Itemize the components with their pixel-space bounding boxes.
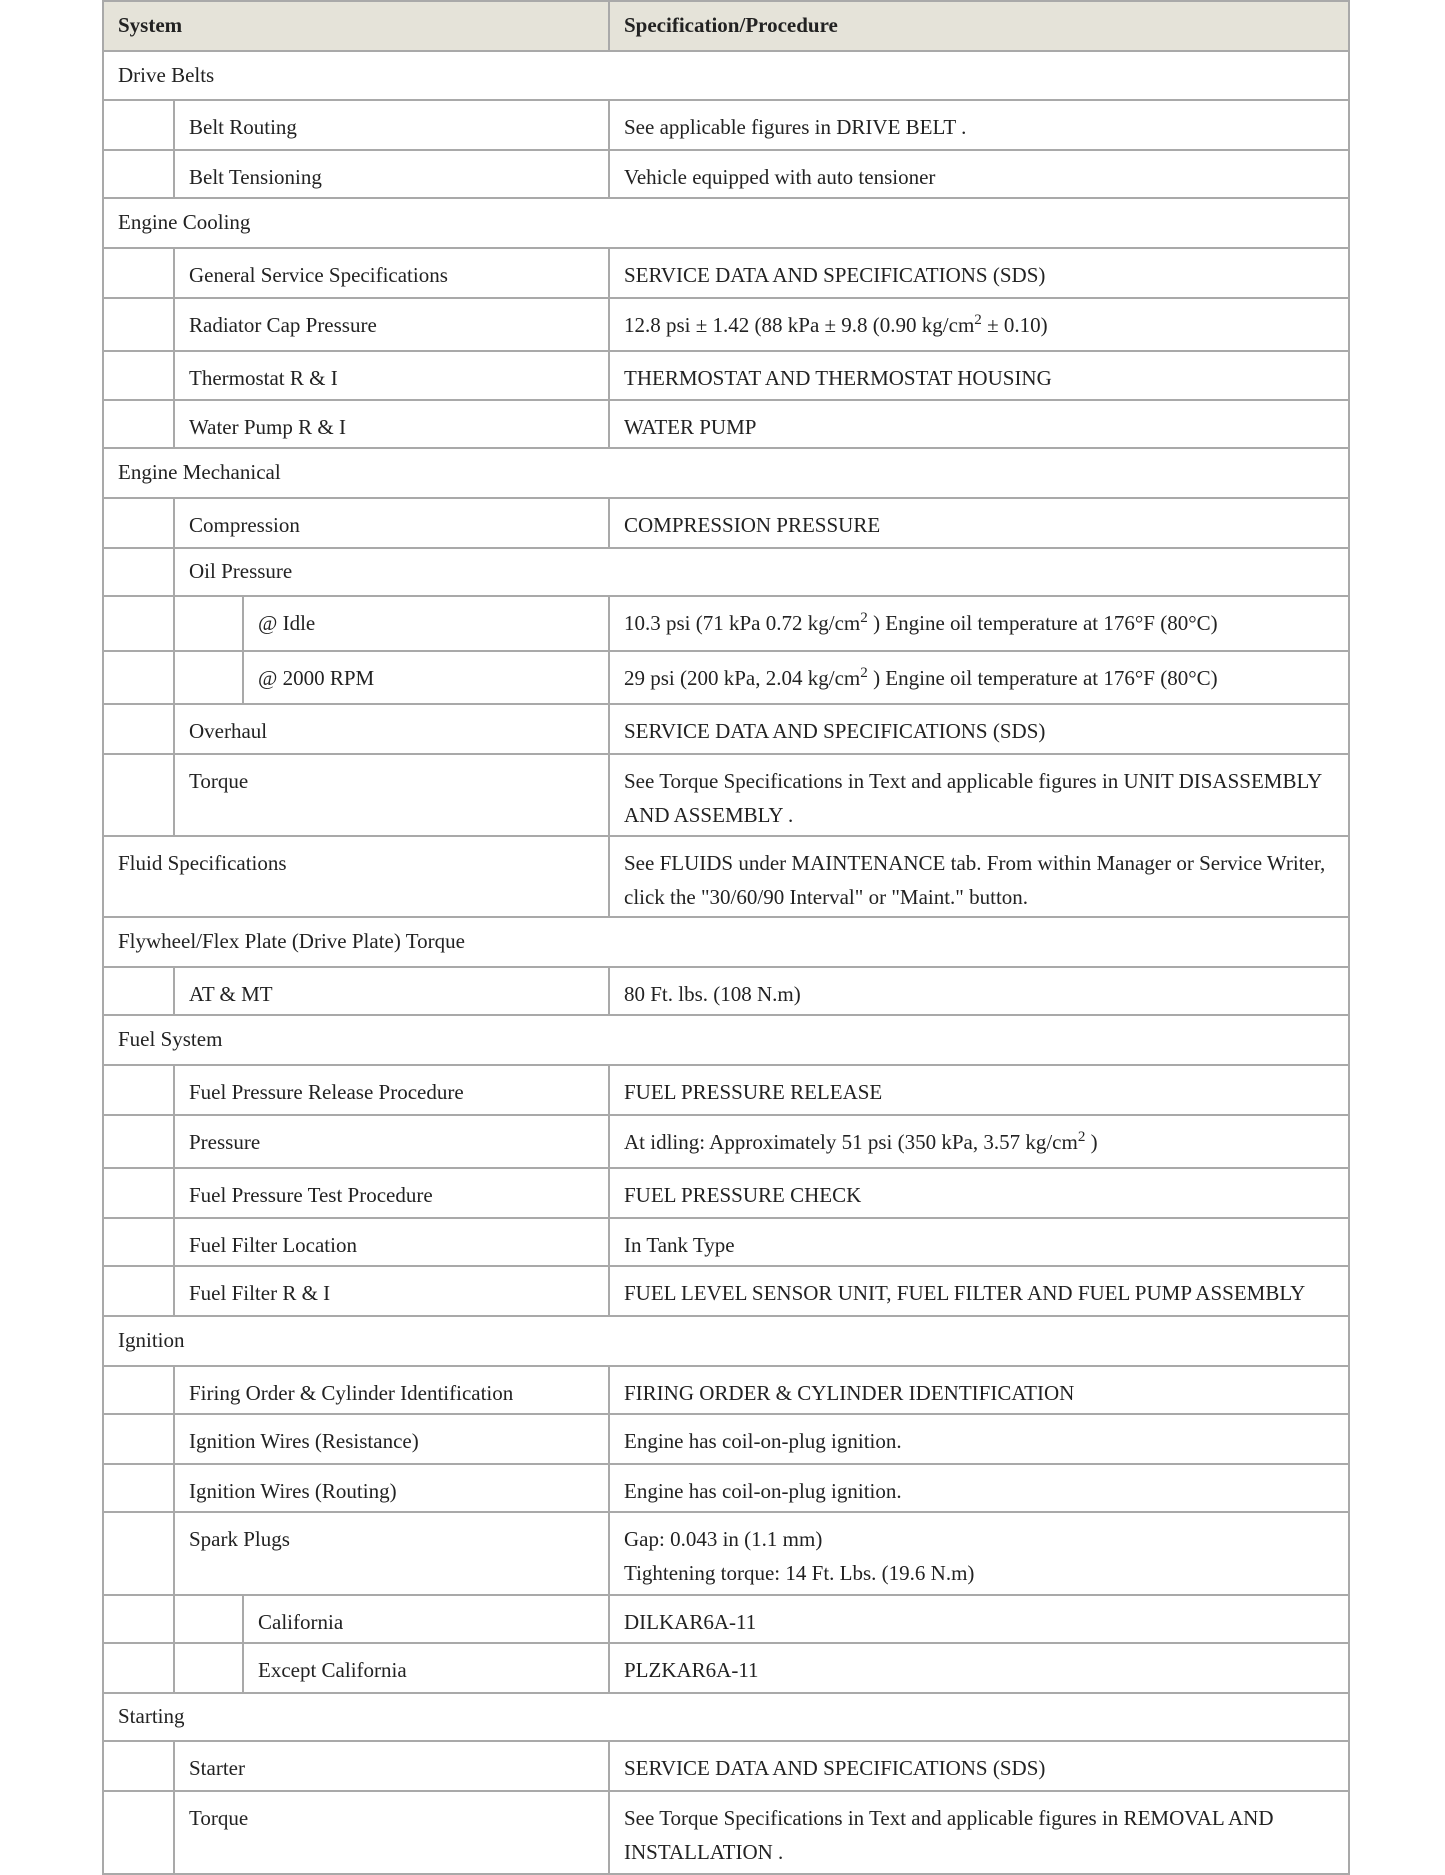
spec-value	[609, 967, 1349, 1015]
section-row	[103, 1693, 1349, 1741]
table-row	[103, 651, 1349, 704]
system-label: Overhaul	[174, 704, 609, 754]
table-row	[103, 498, 1349, 548]
system-label: Fuel Pressure Test Procedure	[174, 1168, 609, 1218]
section-label: Flywheel/Flex Plate (Drive Plate) Torque	[103, 917, 1349, 967]
spec-text-line: FIRING ORDER & CYLINDER IDENTIFICATION	[624, 1381, 1075, 1405]
spec-text-line: SERVICE DATA AND SPECIFICATIONS (SDS)	[624, 719, 1046, 743]
section-row	[103, 1316, 1349, 1366]
system-label: Fluid Specifications	[103, 836, 609, 917]
spec-text-line: Tightening torque: 14 Ft. Lbs. (19.6 N.m)	[624, 1560, 975, 1585]
system-label: Pressure	[174, 1115, 609, 1168]
table-row	[103, 836, 1349, 917]
table-row	[103, 351, 1349, 400]
table-row	[103, 704, 1349, 754]
indent-spacer	[174, 1595, 243, 1643]
spec-value	[609, 596, 1349, 651]
table-header-row	[103, 1, 1349, 51]
spec-text-line: DILKAR6A-11	[624, 1610, 757, 1634]
spec-text-line: PLZKAR6A-11	[624, 1658, 759, 1682]
table-row	[103, 1512, 1349, 1595]
spec-value	[609, 1414, 1349, 1464]
spec-value	[609, 1595, 1349, 1643]
indent-spacer	[103, 498, 174, 548]
system-label: Belt Routing	[174, 100, 609, 150]
spec-value	[609, 1512, 1349, 1595]
indent-spacer	[103, 100, 174, 150]
system-label: Fuel Filter R & I	[174, 1266, 609, 1316]
spec-text-line: COMPRESSION PRESSURE	[624, 513, 881, 537]
system-label: Torque	[174, 754, 609, 836]
section-label: Ignition	[103, 1316, 1349, 1366]
spec-text-line: 10.3 psi (71 kPa 0.72 $kg/cm^2$ ) Engine oil temperature at 176°F (80°C)	[624, 610, 1218, 635]
spec-value	[609, 1643, 1349, 1693]
indent-spacer	[103, 1595, 174, 1643]
table-row	[103, 754, 1349, 836]
table-row	[103, 1218, 1349, 1266]
indent-spacer	[103, 150, 174, 198]
system-label: AT & MT	[174, 967, 609, 1015]
table-row	[103, 1266, 1349, 1316]
spec-text-line: 29 psi (200 kPa, 2.04 $kg/cm^2$ ) Engine oil temperature at 176°F (80°C)	[624, 665, 1218, 690]
indent-spacer	[103, 967, 174, 1015]
table-row	[103, 1595, 1349, 1643]
spec-value	[609, 498, 1349, 548]
system-label: Ignition Wires (Resistance)	[174, 1414, 609, 1464]
spec-value	[609, 298, 1349, 351]
spec-text-line: Engine has coil-on-plug ignition.	[624, 1479, 902, 1503]
spec-text-line: Vehicle equipped with auto tensioner	[624, 165, 936, 189]
spec-text-line: At idling: Approximately 51 psi (350 kPa, 3.57 $kg/cm^2$ )	[624, 1129, 1098, 1154]
table-row	[103, 1643, 1349, 1693]
table-row	[103, 1464, 1349, 1512]
spec-text-line: SERVICE DATA AND SPECIFICATIONS (SDS)	[624, 263, 1046, 287]
spec-value	[609, 248, 1349, 298]
spec-text-line: 80 Ft. lbs. (108 N.m)	[624, 982, 801, 1006]
spec-value	[609, 704, 1349, 754]
indent-spacer	[103, 1065, 174, 1115]
section-label: Fuel System	[103, 1015, 1349, 1065]
indent-spacer	[103, 1266, 174, 1316]
table-row	[103, 100, 1349, 150]
indent-spacer	[103, 1414, 174, 1464]
system-label: General Service Specifications	[174, 248, 609, 298]
system-label: California	[243, 1595, 609, 1643]
system-label: Thermostat R & I	[174, 351, 609, 400]
system-label: Except California	[243, 1643, 609, 1693]
indent-spacer	[103, 651, 174, 704]
section-row	[103, 51, 1349, 100]
spec-text-line: Engine has coil-on-plug ignition.	[624, 1429, 902, 1453]
indent-spacer	[174, 1643, 243, 1693]
spec-value	[609, 836, 1349, 917]
table-row	[103, 1366, 1349, 1414]
indent-spacer	[103, 298, 174, 351]
spec-value	[609, 1266, 1349, 1316]
spec-value	[609, 1115, 1349, 1168]
table-row	[103, 967, 1349, 1015]
system-label: Compression	[174, 498, 609, 548]
section-label: Drive Belts	[103, 51, 1349, 100]
header-specification: Specification/Procedure	[609, 1, 1349, 51]
system-label: @ 2000 RPM	[243, 651, 609, 704]
indent-spacer	[103, 1464, 174, 1512]
table-row	[103, 400, 1349, 448]
subsection-row	[103, 548, 1349, 596]
table-row	[103, 1741, 1349, 1791]
table-row	[103, 1168, 1349, 1218]
indent-spacer	[103, 1168, 174, 1218]
spec-text-line: SERVICE DATA AND SPECIFICATIONS (SDS)	[624, 1756, 1046, 1780]
section-label: Starting	[103, 1693, 1349, 1741]
indent-spacer	[103, 351, 174, 400]
table-row	[103, 596, 1349, 651]
spec-value	[609, 400, 1349, 448]
section-row	[103, 198, 1349, 248]
spec-text-line: In Tank Type	[624, 1233, 735, 1257]
indent-spacer	[103, 1643, 174, 1693]
indent-spacer	[103, 596, 174, 651]
section-label: Engine Cooling	[103, 198, 1349, 248]
system-label: @ Idle	[243, 596, 609, 651]
system-label: Spark Plugs	[174, 1512, 609, 1595]
section-row	[103, 1015, 1349, 1065]
table-row	[103, 1414, 1349, 1464]
spec-text-line: 12.8 psi ± 1.42 (88 kPa ± 9.8 (0.90 $kg/cm^2 \pm 0.10$)	[624, 312, 1048, 337]
spec-text-line: FUEL PRESSURE RELEASE	[624, 1080, 883, 1104]
system-label: Radiator Cap Pressure	[174, 298, 609, 351]
indent-spacer	[103, 1512, 174, 1595]
system-label: Fuel Filter Location	[174, 1218, 609, 1266]
table-row	[103, 1065, 1349, 1115]
system-label: Water Pump R & I	[174, 400, 609, 448]
table-row	[103, 298, 1349, 351]
spec-text-line: WATER PUMP	[624, 415, 757, 439]
indent-spacer	[103, 1218, 174, 1266]
spec-value	[609, 1168, 1349, 1218]
spec-value	[609, 1366, 1349, 1414]
specification-table	[102, 0, 1350, 1875]
indent-spacer	[103, 248, 174, 298]
indent-spacer	[174, 651, 243, 704]
indent-spacer	[103, 1115, 174, 1168]
system-label: Ignition Wires (Routing)	[174, 1464, 609, 1512]
spec-text-line: See FLUIDS under MAINTENANCE tab. From within Manager or Service Writer, click the "30/60/90 Interval" or "Maint." button.	[624, 851, 1326, 909]
spec-value	[609, 651, 1349, 704]
spec-text-line: FUEL PRESSURE CHECK	[624, 1183, 862, 1207]
indent-spacer	[103, 754, 174, 836]
spec-value	[609, 1065, 1349, 1115]
system-label: Fuel Pressure Release Procedure	[174, 1065, 609, 1115]
spec-text-line: FUEL LEVEL SENSOR UNIT, FUEL FILTER AND FUEL PUMP ASSEMBLY	[624, 1281, 1306, 1305]
spec-text-line: See applicable figures in DRIVE BELT .	[624, 115, 967, 139]
spec-value	[609, 100, 1349, 150]
indent-spacer	[174, 596, 243, 651]
table-row	[103, 150, 1349, 198]
subsection-label: Oil Pressure	[174, 548, 1349, 596]
header-system: System	[103, 1, 609, 51]
spec-value	[609, 351, 1349, 400]
spec-value	[609, 150, 1349, 198]
indent-spacer	[103, 400, 174, 448]
indent-spacer	[103, 1791, 174, 1874]
spec-value	[609, 1464, 1349, 1512]
system-label: Starter	[174, 1741, 609, 1791]
spec-value	[609, 1791, 1349, 1874]
section-row	[103, 448, 1349, 498]
table-row	[103, 248, 1349, 298]
spec-text-line: See Torque Specifications in Text and applicable figures in REMOVAL AND INSTALLATION .	[624, 1806, 1274, 1864]
spec-value	[609, 1218, 1349, 1266]
section-label: Engine Mechanical	[103, 448, 1349, 498]
table-row	[103, 1115, 1349, 1168]
spec-text-line: THERMOSTAT AND THERMOSTAT HOUSING	[624, 366, 1052, 390]
system-label: Torque	[174, 1791, 609, 1874]
section-row	[103, 917, 1349, 967]
table-row	[103, 1791, 1349, 1874]
spec-text-line: See Torque Specifications in Text and applicable figures in UNIT DISASSEMBLY AND ASSEMBLY .	[624, 769, 1322, 827]
indent-spacer	[103, 1366, 174, 1414]
indent-spacer	[103, 548, 174, 596]
spec-value	[609, 754, 1349, 836]
spec-value	[609, 1741, 1349, 1791]
system-label: Belt Tensioning	[174, 150, 609, 198]
indent-spacer	[103, 704, 174, 754]
spec-text-line: Gap: 0.043 in (1.1 mm)	[624, 1527, 823, 1551]
indent-spacer	[103, 1741, 174, 1791]
system-label: Firing Order & Cylinder Identification	[174, 1366, 609, 1414]
